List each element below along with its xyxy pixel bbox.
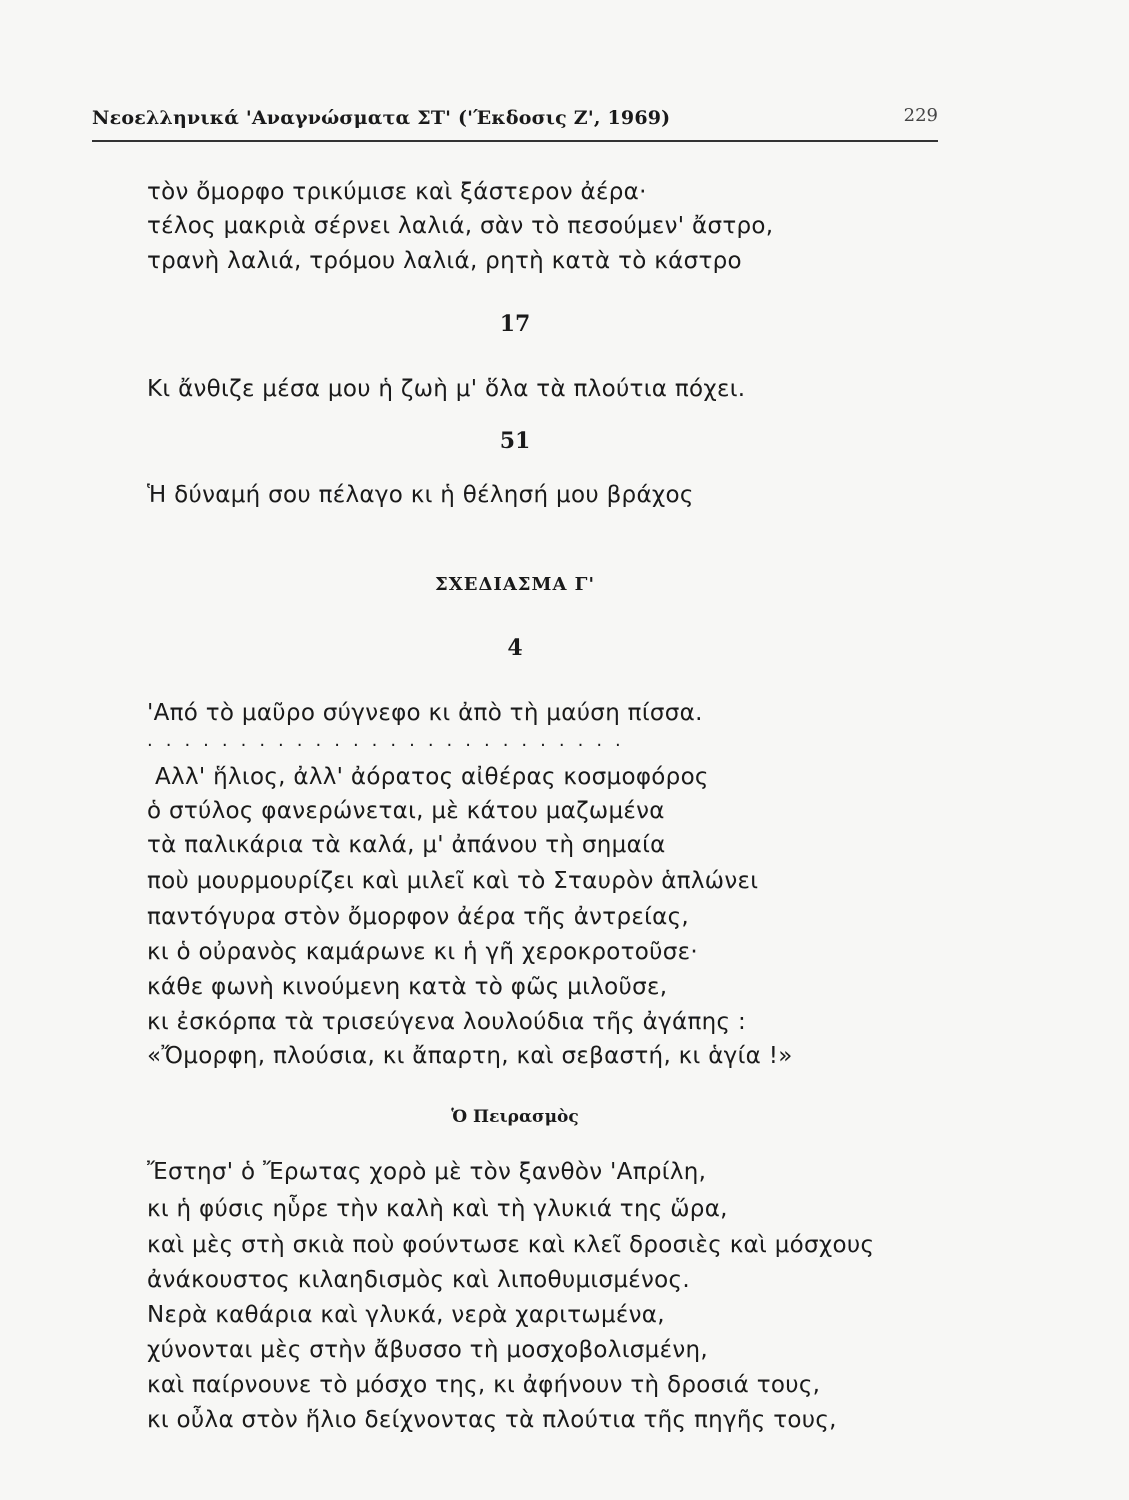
verse-line: Κι ἄνθιζε μέσα μου ἡ ζωὴ μ' ὅλα τὰ πλούτια πόχει. bbox=[147, 376, 746, 402]
ellipsis-dots: .......................... bbox=[147, 730, 634, 751]
verse-line: κι οὖλα στὸν ἥλιο δείχνοντας τὰ πλούτια τῆς πηγῆς τους, bbox=[147, 1407, 837, 1433]
verse-line: κι ἡ φύσις ηὗρε τὴν καλὴ καὶ τὴ γλυκιά της ὥρα, bbox=[147, 1196, 728, 1222]
header-rule bbox=[92, 140, 938, 142]
verse-line: κάθε φωνὴ κινούμενη κατὰ τὸ φῶς μιλοῦσε, bbox=[147, 974, 668, 1000]
verse-line: «Ὄμορφη, πλούσια, κι ἄπαρτη, καὶ σεβαστή, κι ἁγία !» bbox=[147, 1043, 793, 1069]
verse-line: καὶ παίρνουνε τὸ μόσχο της, κι ἀφήνουν τὴ δροσιά τους, bbox=[147, 1372, 821, 1398]
verse-line: κι ὁ οὐρανὸς καμάρωνε κι ἡ γῆ χεροκροτοῦσε· bbox=[147, 939, 698, 965]
page-number: 229 bbox=[903, 105, 938, 126]
section-heading: ΣΧΕΔΙΑΣΜΑ Γ' bbox=[435, 574, 595, 595]
verse-line: τέλος μακριὰ σέρνει λαλιά, σὰν τὸ πεσούμεν' ἄστρο, bbox=[147, 213, 774, 239]
verse-line: 'Από τὸ μαῦρο σύγνεφο κι ἀπὸ τὴ μαύση πίσσα. bbox=[147, 700, 703, 726]
header-title: Νεοελληνικά 'Αναγνώσματα ΣΤ' ('Έκδοσις Ζ', 1969) bbox=[92, 107, 671, 129]
verse-line: ἀνάκουστος κιλαηδισμὸς καὶ λιποθυμισμένος. bbox=[147, 1267, 690, 1293]
verse-line: ποὺ μουρμουρίζει καὶ μιλεῖ καὶ τὸ Σταυρὸν ἁπλώνει bbox=[147, 868, 759, 894]
fragment-number: 4 bbox=[507, 635, 523, 661]
verse-line: κι ἐσκόρπα τὰ τρισεύγενα λουλούδια τῆς ἀγάπης : bbox=[147, 1009, 746, 1035]
verse-line: Ἔστησ' ὁ Ἔρωτας χορὸ μὲ τὸν ξανθὸν 'Απρίλη, bbox=[147, 1159, 707, 1185]
running-header bbox=[92, 103, 938, 139]
fragment-number: 17 bbox=[499, 311, 531, 337]
verse-line: Ἡ δύναμή σου πέλαγο κι ἡ θέλησή μου βράχος bbox=[147, 482, 694, 508]
verse-line: χύνονται μὲς στὴν ἄβυσσο τὴ μοσχοβολισμένη, bbox=[147, 1337, 708, 1363]
verse-line: Νερὰ καθάρια καὶ γλυκά, νερὰ χαριτωμένα, bbox=[147, 1302, 665, 1328]
verse-line: Αλλ' ἥλιος, ἀλλ' ἀόρατος αἰθέρας κοσμοφόρος bbox=[155, 764, 709, 790]
poem-subtitle: Ὁ Πειρασμὸς bbox=[451, 1107, 579, 1127]
fragment-number: 51 bbox=[499, 428, 531, 454]
verse-line: ὁ στύλος φανερώνεται, μὲ κάτου μαζωμένα bbox=[147, 798, 665, 824]
verse-line: τὸν ὄμορφο τρικύμισε καὶ ξάστερον ἀέρα· bbox=[147, 179, 647, 205]
verse-line: παντόγυρα στὸν ὄμορφον ἀέρα τῆς ἀντρείας, bbox=[147, 904, 690, 930]
verse-line: καὶ μὲς στὴ σκιὰ ποὺ φούντωσε καὶ κλεῖ δροσιὲς καὶ μόσχους bbox=[147, 1232, 875, 1258]
verse-line: τὰ παλικάρια τὰ καλά, μ' ἀπάνου τὴ σημαία bbox=[147, 832, 666, 858]
verse-line: τρανὴ λαλιά, τρόμου λαλιά, ρητὴ κατὰ τὸ κάστρο bbox=[147, 248, 742, 274]
